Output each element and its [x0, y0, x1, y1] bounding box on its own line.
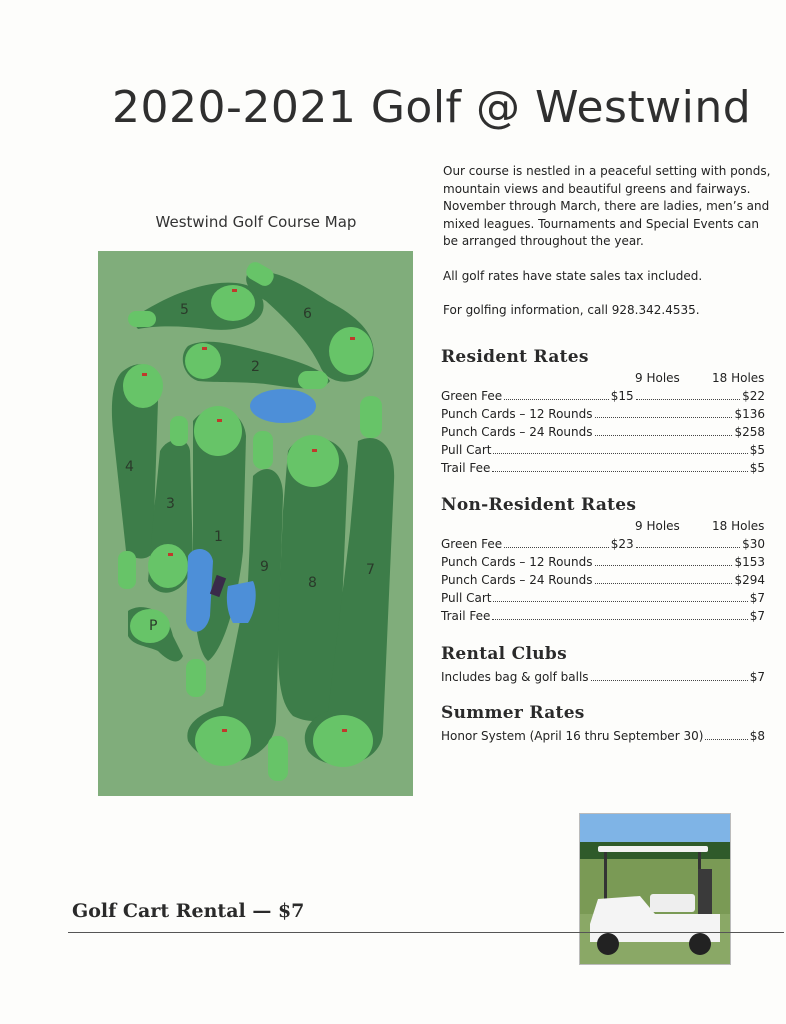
hole-label-6: 6: [303, 306, 312, 322]
rate-price: $294: [734, 573, 765, 587]
hole-label-5: 5: [180, 302, 189, 318]
hole-label-3: 3: [166, 496, 175, 512]
rate-row: [441, 535, 765, 553]
rate-row: [441, 441, 765, 459]
rate-row: [441, 553, 765, 571]
rate-row: [441, 589, 765, 607]
rental-clubs-title: Rental Clubs: [441, 644, 567, 664]
contact-info: For golfing information, call 928.342.4535.: [443, 303, 700, 317]
rate-label: Trail Fee: [441, 609, 491, 623]
rate-price: $136: [734, 407, 765, 421]
rate-price: $5: [749, 443, 765, 457]
rate-price: $7: [749, 670, 765, 684]
hole-label-9: 9: [260, 559, 269, 575]
intro-paragraph: Our course is nestled in a peaceful setting with ponds, mountain views and beautiful greens and fairways. November through March, there are ladies, men’s and mixed leagues. Tournaments and Special Events can be arranged throughout the year.: [443, 164, 771, 248]
hole-label-8: 8: [308, 575, 317, 591]
col-18-holes: 18 Holes: [712, 519, 765, 533]
rate-label: Punch Cards – 24 Rounds: [441, 425, 593, 439]
divider-line: [68, 932, 784, 933]
rate-price: $7: [749, 591, 765, 605]
page-title: 2020-2021 Golf @ Westwind: [112, 82, 752, 133]
summer-rates-title: Summer Rates: [441, 703, 585, 723]
map-caption: Westwind Golf Course Map: [155, 213, 357, 231]
hole-label-2: 2: [251, 359, 260, 375]
col-9-holes: 9 Holes: [635, 371, 680, 385]
nonresident-rates-section: [441, 495, 765, 625]
rate-row: [441, 405, 765, 423]
rate-row: [441, 423, 765, 441]
col-9-holes: 9 Holes: [635, 519, 680, 533]
pond-top: [250, 389, 316, 423]
course-map: [98, 251, 413, 796]
rate-price: $153: [734, 555, 765, 569]
rate-price: $5: [749, 461, 765, 475]
rate-row: [441, 607, 765, 625]
hole-label-p: P: [149, 618, 158, 634]
rate-price: $7: [749, 609, 765, 623]
rate-label: Punch Cards – 12 Rounds: [441, 555, 593, 569]
rate-label: Honor System (April 16 thru September 30): [441, 729, 704, 743]
golf-cart-rental: Golf Cart Rental — $7: [72, 900, 305, 922]
rate-label: Trail Fee: [441, 461, 491, 475]
golf-cart-photo: [579, 813, 731, 965]
rate-label: Pull Cart: [441, 591, 492, 605]
tax-note: All golf rates have state sales tax included.: [443, 268, 703, 283]
rate-label: Punch Cards – 24 Rounds: [441, 573, 593, 587]
rate-label: Green Fee: [441, 389, 503, 403]
hole-label-4: 4: [125, 459, 134, 475]
hole-label-7: 7: [366, 562, 375, 578]
summer-rates-section: [441, 703, 765, 745]
rate-row: [441, 387, 765, 405]
rate-price: $258: [734, 425, 765, 439]
rental-clubs-section: [441, 644, 765, 686]
resident-rates-title: Resident Rates: [441, 347, 589, 367]
resident-rates-section: [441, 347, 765, 477]
rate-label: Includes bag & golf balls: [441, 670, 589, 684]
rate-mid: $23: [610, 537, 634, 551]
rate-row: [441, 459, 765, 477]
rate-label: Pull Cart: [441, 443, 492, 457]
rate-label: Green Fee: [441, 537, 503, 551]
rate-row: [441, 571, 765, 589]
rate-price: $22: [742, 389, 766, 403]
rate-mid: $15: [610, 389, 634, 403]
rate-label: Punch Cards – 12 Rounds: [441, 407, 593, 421]
rate-row: [441, 727, 765, 745]
rate-price: $8: [749, 729, 765, 743]
intro-text: [443, 163, 773, 337]
nonresident-rates-title: Non-Resident Rates: [441, 495, 637, 515]
rate-price: $30: [742, 537, 766, 551]
pond-left: [186, 549, 213, 632]
rate-row: [441, 668, 765, 686]
col-18-holes: 18 Holes: [712, 371, 765, 385]
hole-label-1: 1: [214, 529, 223, 545]
